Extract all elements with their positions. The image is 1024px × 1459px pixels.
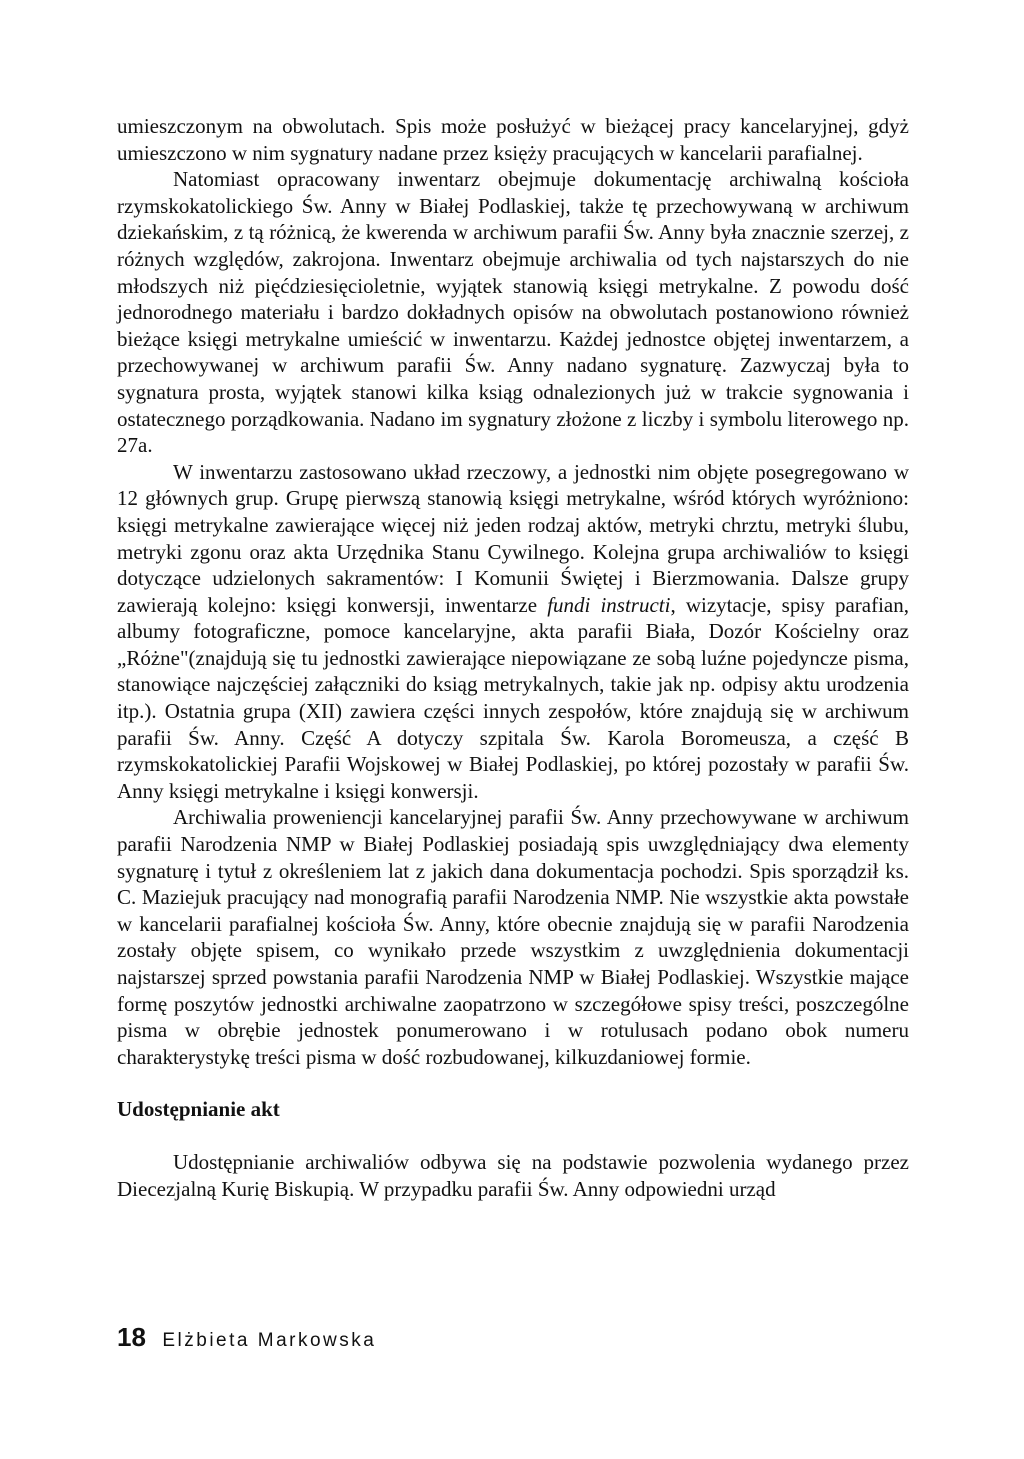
paragraph-structure-italic-term: fundi instructi [547,592,671,617]
section-heading: Udostępnianie akt [117,1097,280,1122]
page-footer [117,1322,376,1353]
page-number: 18 [117,1322,146,1352]
paragraph-archival-provenance: Archiwalia proweniencji kancelaryjnej parafii Św. Anny przechowywane w archiwum parafii Narodzenia NMP w Białej Podlaskiej posiadają spis uwzględniający dwa elementy sygnaturę i tytuł z określeniem lat z jakich dana dokumentacja pochodzi. Spis sporządził ks. C. Maziejuk pracujący nad monografią parafii Narodzenia NMP. Nie wszystkie akta powstałe w kancelarii parafialnej kościoła Św. Anny, które obecnie znajdują się w parafii Narodzenia zostały objęte spisem, co wynikało przede wszystkim z uwzględnienia dokumentacji najstarszej sprzed powstania parafii Narodzenia NMP w Białej Podlaskiej. Wszystkie mające formę poszytów jednostki archiwalne zaopatrzono w szczegółowe spisy treści, poszczególne pisma w obrębie jednostek ponumerowano i w rotulusach podano obok numeru charakterystykę treści pisma w dość rozbudowanej, kilkuzdaniowej formie. [117,805,909,1069]
paragraph-structure-part-2: , wizytacje, spisy parafian, albumy fotograficzne, pomoce kancelaryjne, akta parafii Biała, Dozór Kościelny oraz „Różne"(znajdują się tu jednostki zawierające niepowiązane ze sobą luźne pojedyncze pisma, stanowiące najczęściej załączniki do ksiąg metrykalnych, takie jak np. odpisy aktu urodzenia itp.). Ostatnia grupa (XII) zawiera części innych zespołów, które znajdują się w archiwum parafii Św. Anny. Część A dotyczy szpitala Św. Karola Boromeusza, a część B rzymskokatolickiej Parafii Wojskowej w Białej Podlaskiej, po której pozostały w parafii Św. Anny księgi metrykalne i księgi konwersji. [117,592,909,803]
paragraph-inventory-scope: Natomiast opracowany inwentarz obejmuje dokumentację archiwalną kościoła rzymskokatolickiego Św. Anny w Białej Podlaskiej, także tę przechowywaną w archiwum dziekańskim, z tą różnicą, że kwerenda w archiwum parafii Św. Anny była znacznie szerzej, z różnych względów, zakrojona. Inwentarz obejmuje archiwalia od tych najstarszych do nie młodszych niż pięćdziesięcioletnie, wyjątek stanowią księgi metrykalne. Z powodu dość jednorodnego materiału i bardzo dokładnych opisów na obwolutach postanowiono również bieżące księgi metrykalne umieścić w inwentarzu. Każdej jednostce objętej inwentarzem, a przechowywanej w archiwum parafii Św. Anny nadano sygnaturę. Zazwyczaj była to sygnatura prosta, wyjątek stanowi kilka ksiąg odnalezionych już w trakcie sygnowania i ostatecznego porządkowania. Nadano im sygnatury złożone z liczby i symbolu literowego np. 27a. [117,167,909,458]
paragraph-continuation: umieszczonym na obwolutach. Spis może posłużyć w bieżącej pracy kancelaryjnej, gdyż umieszczono w nim sygnatury nadane przez księży pracujących w kancelarii parafialnej. [117,114,909,165]
paragraph-access: Udostępnianie archiwaliów odbywa się na podstawie pozwolenia wydanego przez Diecezjalną Kurię Biskupią. W przypadku parafii Św. Anny odpowiedni urząd [117,1149,909,1201]
paragraph-inventory-structure [117,459,909,805]
page-body [117,113,909,1202]
author-name: Elżbieta Markowska [162,1330,377,1351]
paragraph-structure-part-1: W inwentarzu zastosowano układ rzeczowy, a jednostki nim objęte posegregowano w 12 głównych grup. Grupę pierwszą stanowią księgi metrykalne, wśród których wyróżniono: księgi metrykalne zawierające więcej niż jeden rodzaj aktów, metryki chrztu, metryki ślubu, metryki zgonu oraz akta Urzędnika Stanu Cywilnego. Kolejna grupa archiwaliów to księgi dotyczące udzielonych sakramentów: I Komunii Świętej i Bierzmowania. Dalsze grupy zawierają kolejno: księgi konwersji, inwentarze [117,459,909,617]
